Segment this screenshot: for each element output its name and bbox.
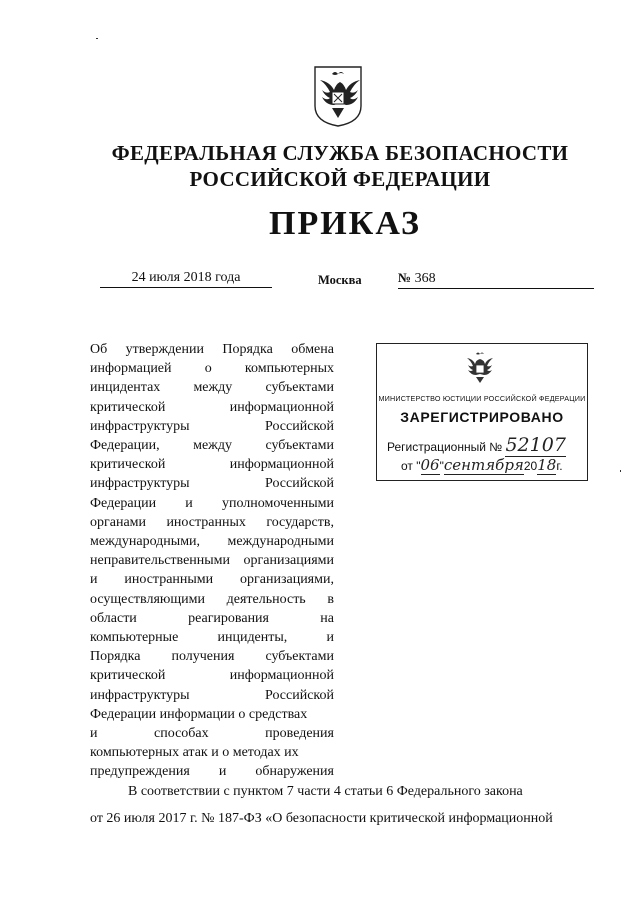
title-word: деятельность: [226, 591, 306, 607]
title-line: [90, 743, 334, 762]
organization-name: [0, 140, 640, 192]
title-word: инфраструктуры: [90, 476, 190, 492]
body-line-1: В соответствии с пунктом 7 части 4 статьи 6 Федерального закона: [128, 784, 523, 799]
scan-speck: [96, 38, 98, 39]
title-line: [90, 417, 334, 436]
title-word: и: [90, 726, 98, 742]
title-word: инфраструктуры: [90, 418, 190, 434]
title-word: критической: [90, 457, 166, 473]
title-word: неправительственными: [90, 553, 231, 569]
title-word: инциденты,: [217, 630, 288, 646]
title-word: уполномоченными: [221, 495, 334, 511]
title-word: информационной: [229, 399, 334, 415]
title-word: получения: [171, 649, 235, 665]
stamp-date-year: 18: [537, 456, 557, 474]
stamp-date-prefix: от ": [401, 459, 421, 473]
title-word: Российской: [265, 687, 334, 703]
title-line: [90, 686, 334, 705]
title-word: информационной: [229, 668, 334, 684]
title-line: [90, 647, 334, 666]
title-line: [90, 398, 334, 417]
title-word: Российской: [265, 418, 334, 434]
title-line: [90, 609, 334, 628]
title-word: предупреждения: [90, 764, 190, 780]
title-word: инфраструктуры: [90, 687, 190, 703]
order-date: 24 июля 2018 года: [100, 270, 272, 288]
title-word: компьютерных: [244, 361, 334, 377]
title-word: в: [327, 591, 334, 607]
title-word: утверждении: [125, 342, 204, 357]
title-word: реагирования: [188, 610, 269, 626]
title-line: [90, 436, 334, 455]
title-word: инцидентах: [90, 380, 161, 396]
title-word: между: [193, 380, 233, 396]
stamp-registered: ЗАРЕГИСТРИРОВАНО: [400, 409, 564, 425]
title-word: Об: [90, 342, 108, 357]
stamp-date-row: [401, 456, 563, 475]
title-word: компьютерных атак и о методах их: [90, 745, 299, 761]
title-line: [90, 590, 334, 609]
title-word: критической: [90, 399, 166, 415]
title-line: [90, 359, 334, 378]
title-word: и: [90, 572, 98, 588]
title-word: Федерации информации о средствах: [90, 706, 308, 722]
title-word: осуществляющими: [90, 591, 205, 607]
title-word: и: [326, 630, 334, 646]
org-line-1: ФЕДЕРАЛЬНАЯ СЛУЖБА БЕЗОПАСНОСТИ: [111, 141, 569, 165]
org-line-2: РОССИЙСКОЙ ФЕДЕРАЦИИ: [189, 167, 491, 191]
title-word: организациями: [243, 553, 334, 569]
order-number-field: [398, 270, 594, 289]
title-line: [90, 705, 334, 724]
stamp-date-day: 06: [420, 456, 440, 474]
title-word: международными: [227, 534, 334, 550]
title-word: Российской: [265, 476, 334, 492]
title-word: субъектами: [265, 380, 334, 396]
stamp-emblem-icon: [465, 350, 495, 386]
title-word: Федерации: [90, 495, 157, 511]
stamp-date-year-prefix: 20: [523, 459, 538, 473]
title-word: области: [90, 610, 137, 626]
title-word: субъектами: [265, 438, 334, 454]
title-word: и: [185, 495, 193, 511]
stamp-reg-label: Регистрационный №: [387, 440, 503, 454]
number-sign: №: [398, 270, 412, 285]
stamp-ministry: МИНИСТЕРСТВО ЮСТИЦИИ РОССИЙСКОЙ ФЕДЕРАЦИИ: [378, 394, 586, 403]
title-line: [90, 455, 334, 474]
title-word: способах: [154, 726, 209, 742]
title-word: и: [218, 764, 227, 780]
order-title: [90, 340, 334, 782]
order-number: 368: [414, 271, 436, 286]
order-body: [90, 778, 596, 832]
stamp-date-suffix: г.: [556, 459, 563, 473]
stamp-reg-number: 52107: [505, 434, 566, 456]
title-word: обнаружения: [255, 764, 334, 780]
title-line: [90, 532, 334, 551]
title-line: [90, 724, 334, 743]
title-word: компьютерные: [90, 630, 179, 646]
order-city: Москва: [318, 273, 362, 287]
stamp-reg-number-row: [387, 434, 566, 457]
coat-of-arms-emblem: [312, 64, 364, 128]
title-word: информационной: [229, 457, 334, 473]
title-line: [90, 570, 334, 589]
title-word: Федерации,: [90, 438, 160, 454]
title-line: [90, 666, 334, 685]
title-word: обмена: [291, 342, 334, 357]
title-word: международными,: [90, 534, 201, 550]
title-line: [90, 494, 334, 513]
title-word: организациями,: [240, 572, 334, 588]
body-line-2: от 26 июля 2017 г. № 187-ФЗ «О безопасности критической информационной: [90, 811, 553, 826]
title-word: субъектами: [265, 649, 334, 665]
title-word: между: [193, 438, 232, 454]
title-word: информацией: [90, 361, 172, 377]
title-line: [90, 513, 334, 532]
title-word: государств,: [266, 514, 334, 530]
title-line: [90, 340, 334, 359]
title-word: иностранных: [166, 514, 246, 530]
title-word: Порядка: [90, 649, 141, 665]
registration-stamp: [376, 343, 588, 481]
document-type: ПРИКАЗ: [269, 205, 421, 242]
title-line: [90, 378, 334, 397]
scan-speck: [620, 470, 621, 472]
title-word: проведения: [265, 726, 334, 742]
title-line: [90, 628, 334, 647]
title-word: органами: [90, 514, 147, 530]
title-word: на: [320, 610, 334, 626]
title-word: критической: [90, 668, 166, 684]
title-line: [90, 474, 334, 493]
stamp-date-month: сентября: [443, 456, 524, 474]
title-word: Порядка: [222, 342, 273, 357]
title-word: иностранными: [124, 572, 214, 588]
title-line: [90, 551, 334, 570]
title-word: о: [204, 361, 212, 377]
stamp-date-quote: ": [439, 459, 444, 473]
